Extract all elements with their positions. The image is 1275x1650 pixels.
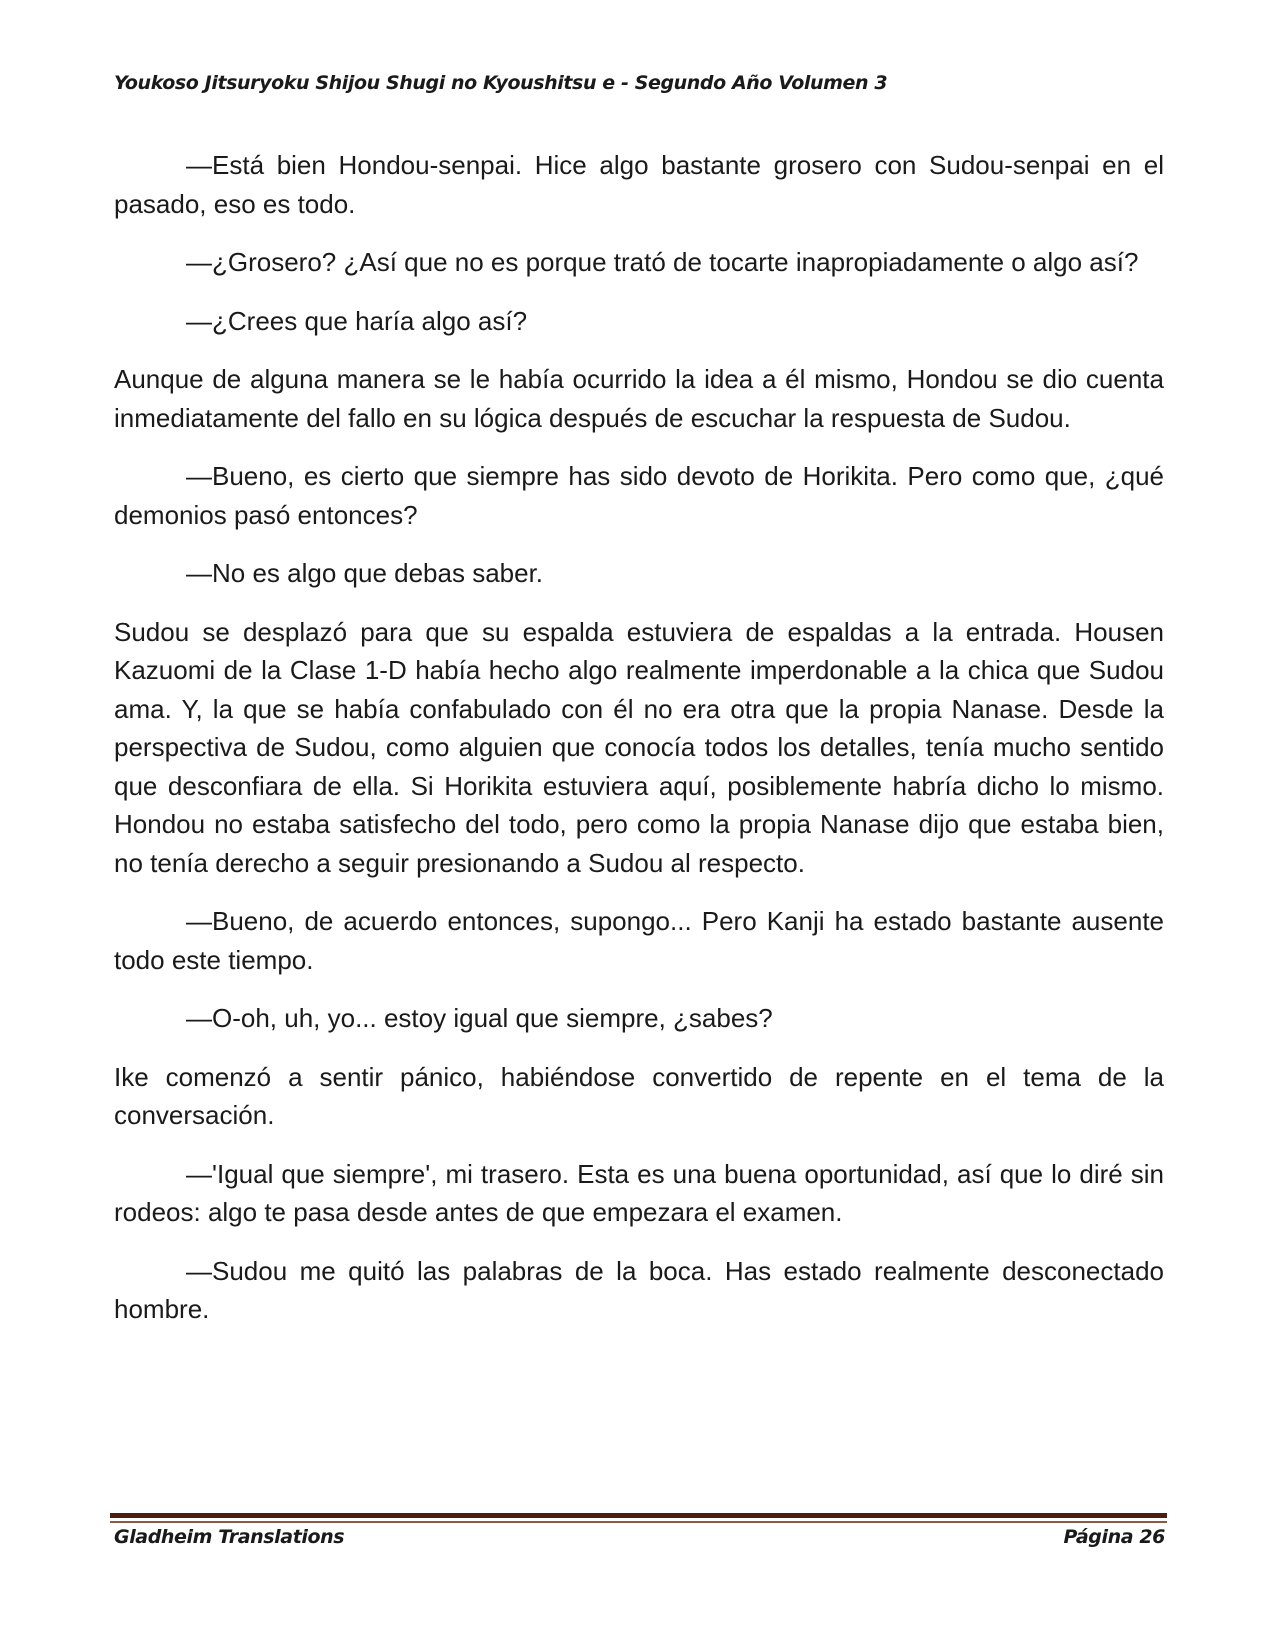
page-number: Página 26 xyxy=(1063,1526,1165,1548)
footer-rule-thick xyxy=(110,1513,1167,1518)
paragraph-11: —'Igual que siempre', mi trasero. Esta es una buena oportunidad, así que lo diré sin rodeos: algo te pasa desde antes de que empezara el examen. xyxy=(114,1158,1164,1227)
paragraph-4: Aunque de alguna manera se le había ocurrido la idea a él mismo, Hondou se dio cuenta inmediatamente del fallo en su lógica después de escuchar la respuesta de Sudou. xyxy=(114,364,1164,433)
paragraph-10: Ike comenzó a sentir pánico, habiéndose convertido de repente en el tema de la conversación. xyxy=(114,1061,1164,1130)
running-header: Youkoso Jitsuryoku Shijou Shugi no Kyoushitsu e - Segundo Año Volumen 3 xyxy=(114,72,888,94)
paragraph-7: Sudou se desplazó para que su espalda estuviera de espaldas a la entrada. Housen Kazuomi de la Clase 1-D había hecho algo realmente imperdonable a la chica que Sudou ama. Y, la que se había confabulado con él no era otra que la propia Nanase. Desde la perspectiva de Sudou, como alguien que conocía todos los detalles, tenía mucho sentido que desconfiara de ella. Si Horikita estuviera aquí, posiblemente habría dicho lo mismo. Hondou no estaba satisfecho del todo, pero como la propia Nanase dijo que estaba bien, no tenía derecho a seguir presionando a Sudou al respecto. xyxy=(114,616,1164,878)
paragraph-6: —No es algo que debas saber. xyxy=(186,558,544,588)
paragraph-12: —Sudou me quitó las palabras de la boca. Has estado realmente desconectado hombre. xyxy=(114,1255,1164,1324)
paragraph-8: —Bueno, de acuerdo entonces, supongo... Pero Kanji ha estado bastante ausente todo este tiempo. xyxy=(114,906,1164,975)
footer-rule-thin xyxy=(110,1521,1167,1523)
paragraph-5: —Bueno, es cierto que siempre has sido devoto de Horikita. Pero como que, ¿qué demonios pasó entonces? xyxy=(114,461,1164,530)
page-body xyxy=(114,146,1164,1349)
paragraph-2: —¿Grosero? ¿Así que no es porque trató de tocarte inapropiadamente o algo así? xyxy=(186,247,1139,277)
paragraph-1: —Está bien Hondou-senpai. Hice algo bastante grosero con Sudou-senpai en el pasado, eso es todo. xyxy=(114,150,1164,219)
footer-credit: Gladheim Translations xyxy=(114,1526,345,1548)
paragraph-3: —¿Crees que haría algo así? xyxy=(186,305,528,336)
paragraph-9: —O-oh, uh, yo... estoy igual que siempre, ¿sabes? xyxy=(186,1003,773,1033)
